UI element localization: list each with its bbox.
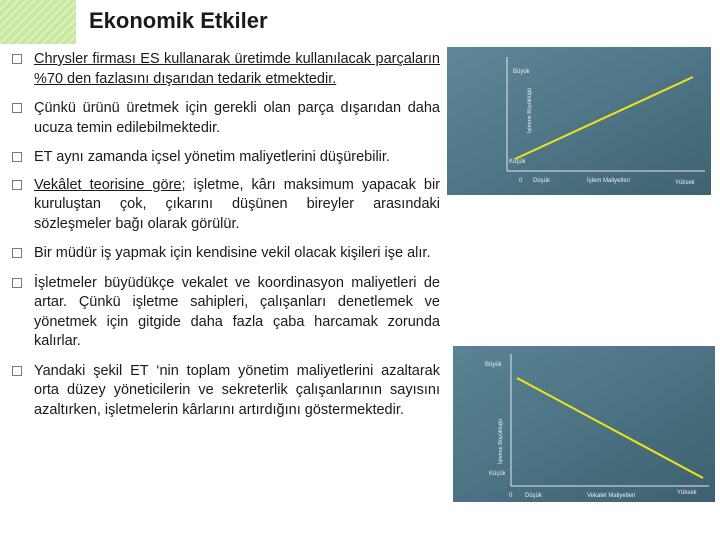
bullet-item <box>12 99 440 138</box>
chart-1-x-tick-high: Yüksek <box>675 180 695 186</box>
checkbox-icon <box>12 278 22 288</box>
chart-2-y-tick-top: Büyük <box>485 362 502 368</box>
chart-1-svg <box>447 47 711 195</box>
chart-1-x-tick-low: Düşük <box>533 178 551 184</box>
chart-1-y-label: İşletme Büyüklüğü <box>527 88 533 133</box>
bullet-item <box>12 362 440 421</box>
checkbox-icon <box>12 54 22 64</box>
checkbox-icon <box>12 152 22 162</box>
bullet-item <box>12 244 440 264</box>
bullet-segment: Vekâlet teorisine göre <box>34 176 182 193</box>
bullet-text <box>34 50 440 89</box>
chart-photo-1 <box>447 47 711 195</box>
bullet-segment: Çünkü ürünü üretmek için gerekli olan parça dışarıdan daha ucuza temin edilebilmektedir. <box>34 100 440 136</box>
bullet-text <box>34 148 440 168</box>
chart-1-x-label: İşlem Maliyetleri <box>587 178 631 184</box>
checkbox-icon <box>12 248 22 258</box>
title-decoration <box>0 0 76 44</box>
bullet-segment: İşletmeler büyüdükçe vekalet ve koordinasyon maliyetleri de artar. Çünkü işletme sahipleri, çalışanları denetlemek ve yönetmek için gitgide daha fazla çaba harcamak zorunda kalırlar. <box>34 274 440 349</box>
bullet-segment: Yandaki şekil ET ‘nin toplam yönetim maliyetlerini azaltarak orta düzey yöneticilerin ve sekreterlik çalışanlarının sayısını azaltırken, işletmelerin kârlarını artırdığını göstermektedir. <box>34 362 440 418</box>
bullet-text <box>34 176 440 235</box>
chart-2-x-tick-zero: 0 <box>509 493 513 499</box>
bullet-text <box>34 99 440 138</box>
bullet-item <box>12 176 440 235</box>
chart-2-x-label: Vekalet Maliyetleri <box>587 493 636 499</box>
chart-2-background <box>453 346 715 502</box>
bullet-text <box>34 362 440 421</box>
bullet-text <box>34 244 440 264</box>
slide-title: Ekonomik Etkiler <box>89 8 268 33</box>
checkbox-icon <box>12 180 22 190</box>
bullet-text <box>34 274 440 352</box>
checkbox-icon <box>12 366 22 376</box>
bullet-item <box>12 148 440 168</box>
chart-1-background <box>447 47 711 195</box>
chart-2-y-label: İşletme Büyüklüğü <box>498 419 504 464</box>
bullet-segment: Bir müdür iş yapmak için kendisine vekil olacak kişileri işe alır. <box>34 245 431 261</box>
bullet-segment: ET aynı zamanda içsel yönetim maliyetlerini düşürebilir. <box>34 149 390 165</box>
chart-photo-2 <box>453 346 715 502</box>
chart-1-y-tick-bottom: Küçük <box>509 159 526 165</box>
chart-2-x-tick-high: Yüksek <box>677 490 697 496</box>
bullet-list <box>12 50 440 430</box>
chart-2-y-tick-bottom: Küçük <box>489 471 506 477</box>
bullet-item <box>12 274 440 352</box>
bullet-segment: ; işletme, kârı maksimum yapacak bir kuruluştan çok, çıkarını düşünen bireyler arasındaki sözleşmeler bağı olarak görülür. <box>34 176 440 232</box>
checkbox-icon <box>12 103 22 113</box>
chart-2-svg <box>453 346 715 502</box>
chart-2-x-tick-low: Düşük <box>525 493 543 499</box>
chart-1-y-tick-top: Büyük <box>513 69 530 75</box>
chart-1-x-tick-zero: 0 <box>519 178 523 184</box>
bullet-item <box>12 50 440 89</box>
bullet-segment: Chrysler firması ES kullanarak üretimde kullanılacak parçaların %70 den fazlasını dışarıdan tedarik etmektedir. <box>34 51 440 87</box>
